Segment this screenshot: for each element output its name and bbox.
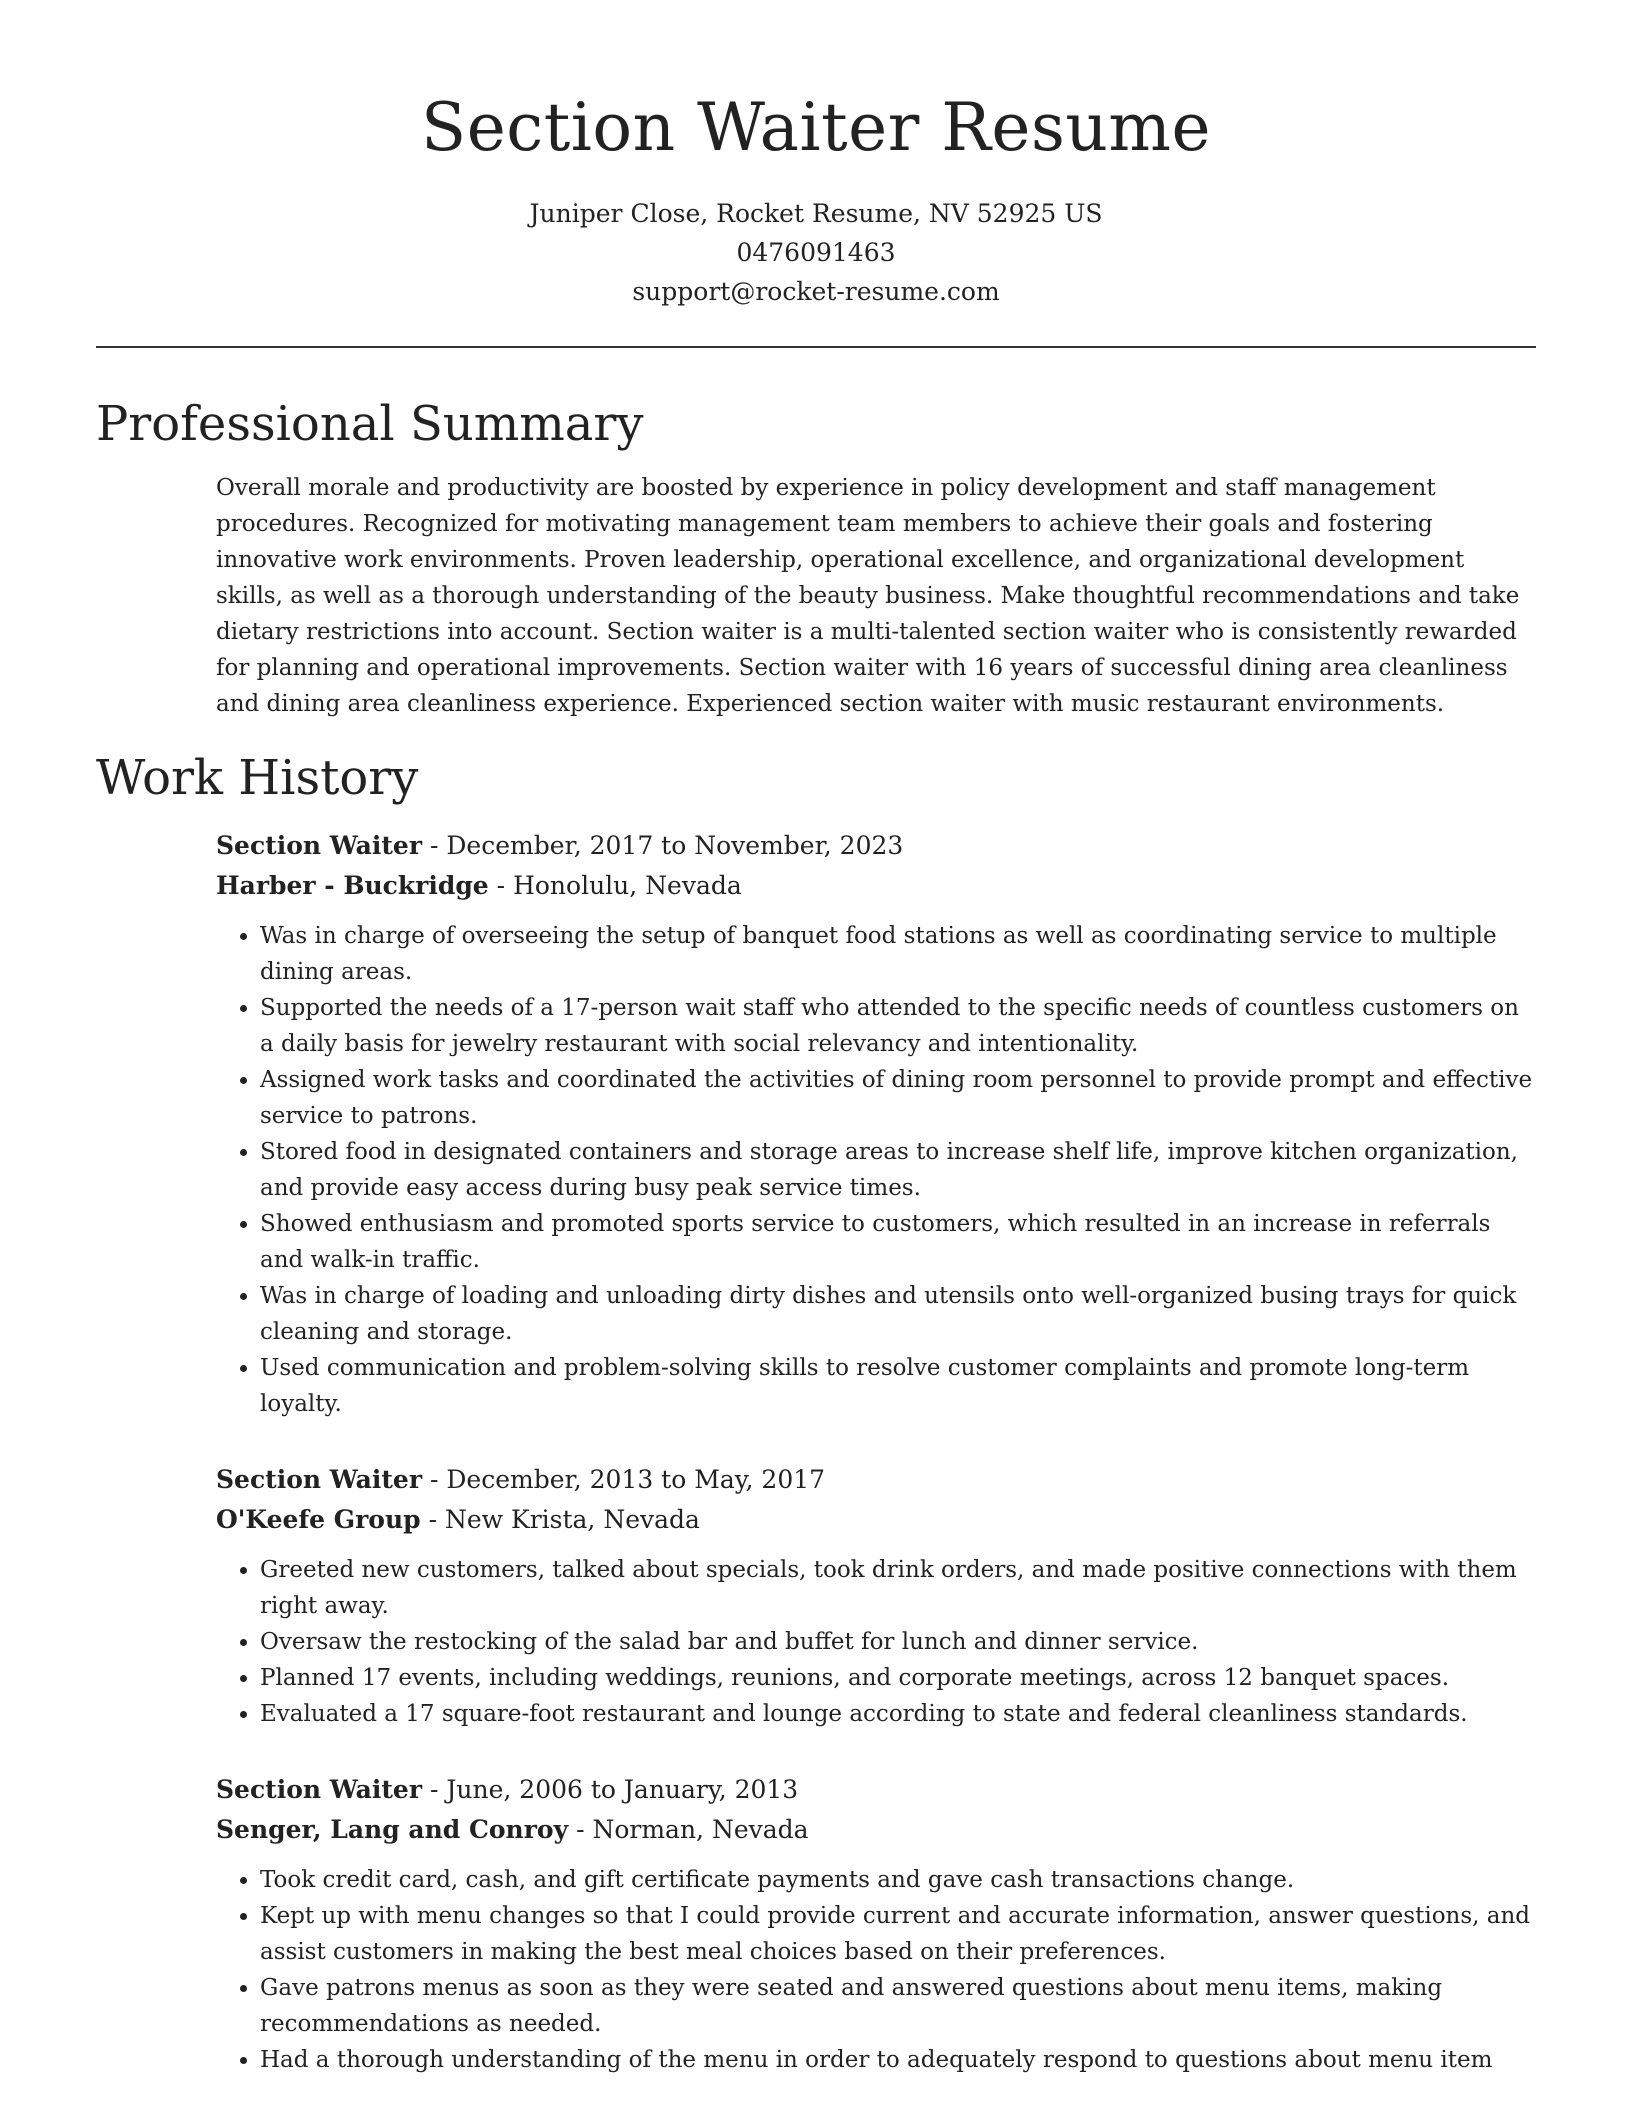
duty-item: • Used communication and problem-solving skills to resolve customer complaints and promote long-term loyalty. <box>260 1350 1536 1422</box>
job-role: Section Waiter <box>216 1775 423 1804</box>
summary-text: Overall morale and productivity are boosted by experience in policy development and staff management procedures. Recognized for motivating management team members to achieve their goals and fostering innovative work environments. Proven leadership, operational excellence, and organizational development skills, as well as a thorough understanding of the beauty business. Make thoughtful recommendations and take dietary restrictions into account. Section waiter is a multi-talented section waiter who is consistently rewarded for planning and operational improvements. Section waiter with 16 years of successful dining area cleanliness and dining area cleanliness experience. Experienced section waiter with music restaurant environments. <box>216 475 1520 717</box>
header-divider <box>96 346 1536 348</box>
duty-item: • Showed enthusiasm and promoted sports service to customers, which resulted in an increase in referrals and walk-in traffic. <box>260 1206 1536 1278</box>
job-entry <box>216 1770 1536 2078</box>
duty-item: • Kept up with menu changes so that I could provide current and accurate information, answer questions, and assist customers in making the best meal choices based on their preferences. <box>260 1898 1536 1970</box>
job-separator: - <box>429 831 447 860</box>
duty-item: • Evaluated a 17 square-foot restaurant and lounge according to state and federal cleanliness standards. <box>260 1696 1536 1732</box>
job-company-line <box>216 1500 1536 1540</box>
duty-item: • Was in charge of overseeing the setup of banquet food stations as well as coordinating service to multiple dining areas. <box>260 918 1536 990</box>
job-duties-list <box>216 1552 1536 1732</box>
job-location: Norman, Nevada <box>592 1815 809 1844</box>
duty-item: • Assigned work tasks and coordinated the activities of dining room personnel to provide prompt and effective service to patrons. <box>260 1062 1536 1134</box>
job-separator: - <box>496 871 514 900</box>
work-history-heading: Work History <box>96 750 419 806</box>
job-dates: December, 2017 to November, 2023 <box>446 831 904 860</box>
resume-header <box>96 0 1536 311</box>
contact-phone: 0476091463 <box>736 238 896 267</box>
job-company-line <box>216 1810 1536 1850</box>
job-role: Section Waiter <box>216 1465 423 1494</box>
duty-item: • Gave patrons menus as soon as they were seated and answered questions about menu items, making recommendations as needed. <box>260 1970 1536 2042</box>
job-entry <box>216 826 1536 1422</box>
work-history-section <box>96 746 1536 2078</box>
duty-item: • Was in charge of loading and unloading dirty dishes and utensils onto well-organized busing trays for quick cleaning and storage. <box>260 1278 1536 1350</box>
summary-heading: Professional Summary <box>96 396 644 452</box>
duty-item: • Supported the needs of a 17-person wait staff who attended to the specific needs of countless customers on a daily basis for jewelry restaurant with social relevancy and intentionality. <box>260 990 1536 1062</box>
job-company: Harber - Buckridge <box>216 871 489 900</box>
job-separator: - <box>428 1505 445 1534</box>
job-title-line <box>216 826 1536 866</box>
duty-item: • Stored food in designated containers and storage areas to increase shelf life, improve kitchen organization, and provide easy access during busy peak service times. <box>260 1134 1536 1206</box>
resume-title: Section Waiter Resume <box>420 89 1212 166</box>
duty-item: • Took credit card, cash, and gift certificate payments and gave cash transactions change. <box>260 1862 1536 1898</box>
contact-email: support@rocket-resume.com <box>632 277 1000 306</box>
duty-item: • Planned 17 events, including weddings, reunions, and corporate meetings, across 12 banquet spaces. <box>260 1660 1536 1696</box>
duty-item: • Greeted new customers, talked about specials, took drink orders, and made positive connections with them right away. <box>260 1552 1536 1624</box>
job-dates: June, 2006 to January, 2013 <box>446 1775 799 1804</box>
job-separator: - <box>429 1775 447 1804</box>
job-role: Section Waiter <box>216 831 423 860</box>
job-separator: - <box>576 1815 593 1844</box>
professional-summary-section <box>96 392 1536 722</box>
contact-block <box>96 194 1536 311</box>
job-company-line <box>216 866 1536 906</box>
job-company: Senger, Lang and Conroy <box>216 1815 569 1844</box>
job-company: O'Keefe Group <box>216 1505 421 1534</box>
job-duties-list <box>216 918 1536 1422</box>
duty-item: • Had a thorough understanding of the menu in order to adequately respond to questions about menu item <box>260 2042 1536 2078</box>
contact-address: Juniper Close, Rocket Resume, NV 52925 US <box>529 199 1103 228</box>
job-dates: December, 2013 to May, 2017 <box>446 1465 826 1494</box>
job-location: Honolulu, Nevada <box>513 871 742 900</box>
job-duties-list <box>216 1862 1536 2078</box>
job-title-line <box>216 1460 1536 1500</box>
duty-item: • Oversaw the restocking of the salad bar and buffet for lunch and dinner service. <box>260 1624 1536 1660</box>
job-entry <box>216 1460 1536 1732</box>
job-title-line <box>216 1770 1536 1810</box>
job-location: New Krista, Nevada <box>445 1505 700 1534</box>
job-separator: - <box>429 1465 447 1494</box>
